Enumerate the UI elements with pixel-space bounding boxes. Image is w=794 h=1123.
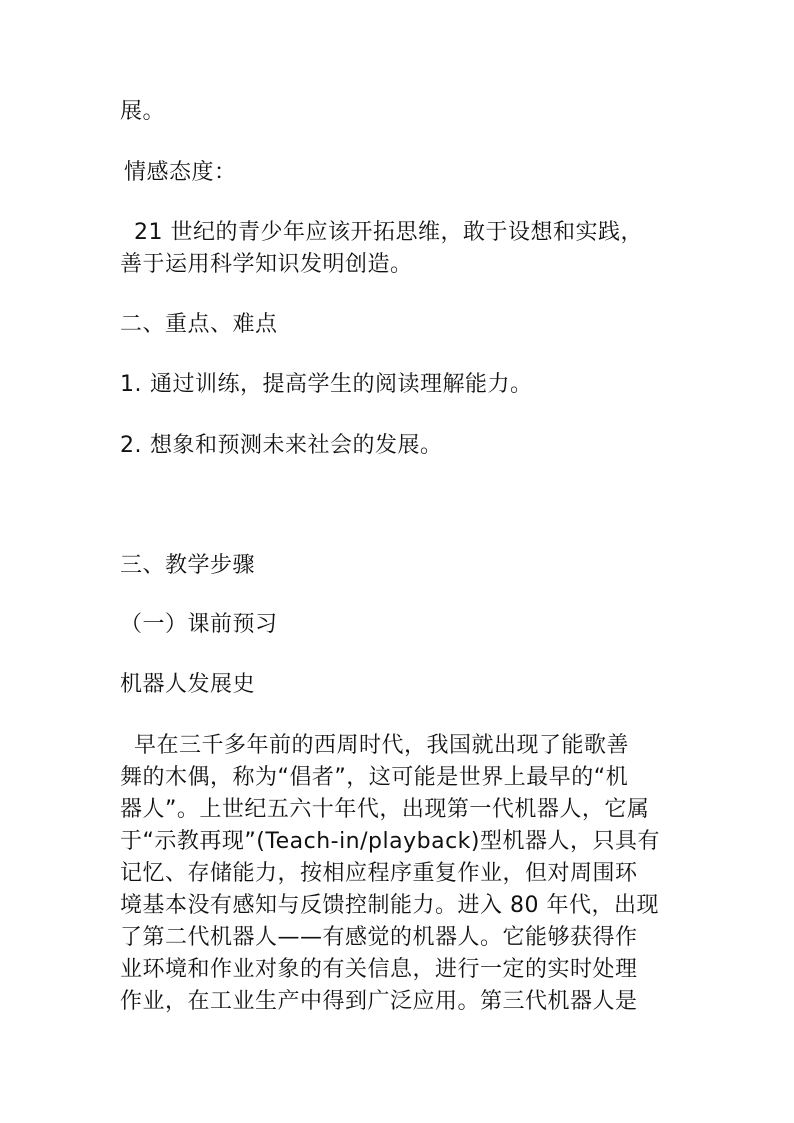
article-paragraph-line-4: 于“示教再现”(Teach-in/playback)型机器人，只具有 [120, 829, 660, 854]
article-paragraph-line-3: 器人”。上世纪五六十年代，出现第一代机器人，它属 [120, 797, 650, 822]
article-paragraph-line-1: 早在三千多年前的西周时代，我国就出现了能歌善 [134, 733, 630, 758]
key-point-number: 2. [120, 433, 142, 458]
top-fragment-text: 展。 [120, 99, 166, 124]
article-paragraph-line-8: 业环境和作业对象的有关信息，进行一定的实时处理 [120, 957, 638, 982]
emotion-heading: 情感态度： [124, 160, 237, 185]
article-paragraph-line-6: 境基本没有感知与反馈控制能力。进入 80 年代，出现 [120, 893, 659, 918]
article-paragraph-line-9: 作业，在工业生产中得到广泛应用。第三代机器人是 [120, 989, 638, 1014]
key-point-item-1 [120, 369, 533, 401]
key-point-text: 通过训练，提高学生的阅读理解能力。 [150, 372, 533, 397]
section3-heading: 三、教学步骤 [120, 553, 256, 578]
subsection1-heading: （一）课前预习 [120, 612, 278, 637]
key-point-number: 1. [120, 372, 142, 397]
emotion-paragraph-line-2: 善于运用科学知识发明创造。 [120, 252, 413, 277]
emotion-paragraph-line-1: 21 世纪的青少年应该开拓思维，敢于设想和实践， [134, 220, 643, 245]
article-paragraph-line-5: 记忆、存储能力，按相应程序重复作业，但对周围环 [120, 861, 638, 886]
key-point-text: 想象和预测未来社会的发展。 [150, 433, 443, 458]
key-point-item-2 [120, 430, 443, 462]
article-title: 机器人发展史 [120, 672, 256, 697]
article-paragraph-line-7: 了第二代机器人——有感觉的机器人。它能够获得作 [120, 925, 638, 950]
section2-heading: 二、重点、难点 [120, 312, 278, 337]
article-paragraph-line-2: 舞的木偶，称为“倡者”，这可能是世界上最早的“机 [120, 765, 629, 790]
